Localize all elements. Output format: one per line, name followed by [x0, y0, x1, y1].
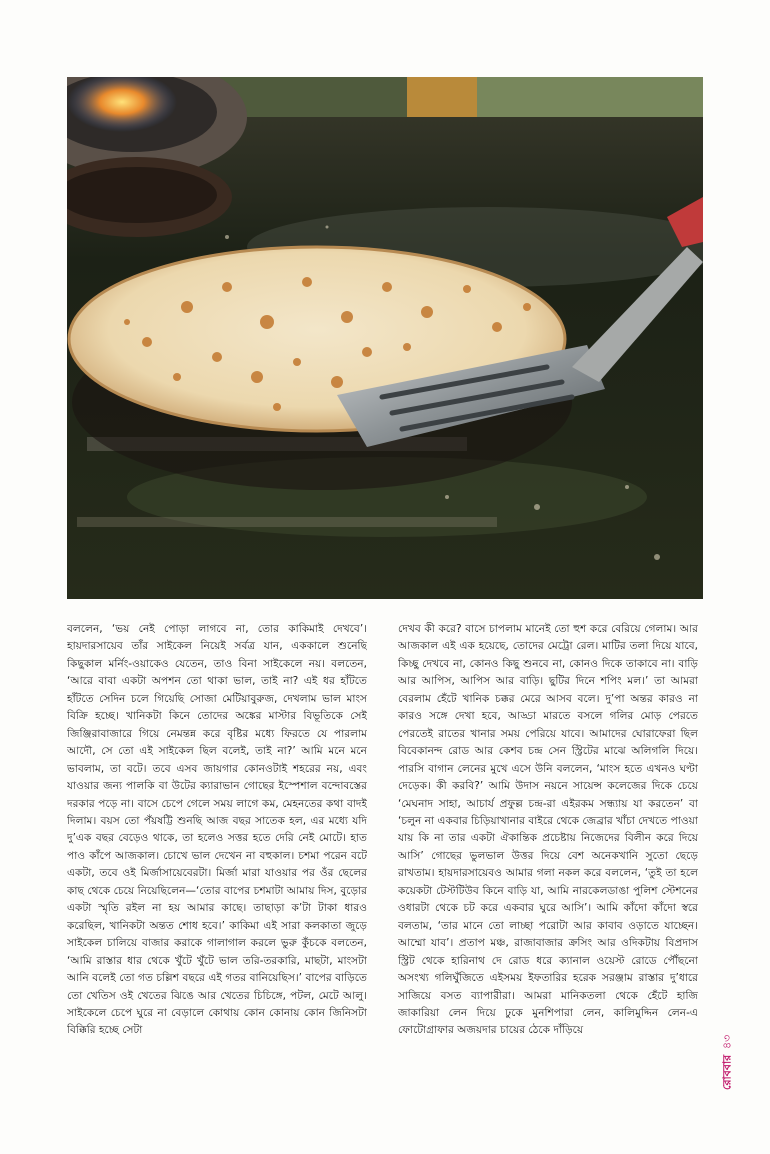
paratha-on-griddle-photo [67, 77, 703, 599]
page-number: ৪৩ [720, 1034, 734, 1049]
paratha-photo [67, 77, 703, 599]
article-column-left [67, 621, 367, 1091]
page-folio [718, 1020, 738, 1090]
article-text-right: দেখব কী করে? বাসে চাপলাম মানেই তো হুশ করে বেরিয়ে গেলাম। আর আজকাল এই এক হয়েছে, তোদের মেট্রো রেল। মাটির তলা দিয়ে যাবে, কিচ্ছু দেখবে না, কোনও কিছু শুনবে না, কোনও দিকে তাকাবে না। বাড়ি আর আপিস, আপিস আর বাড়ি। ছুটির দিনে শপিং মল।’ তা আমরা বেরলাম হেঁটে খানিক চক্কর মেরে আসব বলে। দু’পা অন্তর কারও না কারও সঙ্গে দেখা হবে, আড্ডা মারতে বসলে গলির মোড় পেরতে পেরতেই রাতের খানার সময় পেরিয়ে যাবে। আমাদের ঘোরাফেরা ছিল বিবেকানন্দ রোড আর কেশব চন্দ্র সেন স্ট্রিটের মাঝে অলিগলি দিয়ে। পারসি বাগান লেনের মুখে এসে উনি বললেন, ‘মাংস হতে এখনও ঘণ্টা দেড়েক। কী করবি?’ আমি উদাস নয়নে সায়েন্স কলেজের দিকে চেয়ে ‘মেঘনাদ সাহা, আচার্য প্রফুল্ল চন্দ্র-রা এইরকম সন্ধ্যায় যা করতেন’ বা ‘চলুন না একবার চিড়িয়াখানার বাইরে থেকে জেব্রার খাঁচা দেখতে পাওয়া যায় কি না তার একটা ঐকান্তিক প্রচেষ্টায় নিজেদের বিলীন করে দিয়ে আসি’ গোছের ভুলভাল উত্তর দিয়ে বেশ অনেকখানি সুতো ছেড়ে রাখতাম। হায়দারসায়েবও আমার গলা নকল করে বললেন, ‘তুই তা হলে কয়েকটা টেস্টটিউব কিনে বাড়ি যা, আমি নারকেলডাঙা পুলিশ স্টেশনের ওধারটা থেকে চট করে একবার ঘুরে আসি’। আমি কাঁদো কাঁদো স্বরে বলতাম, ‘তার মানে তো লাচ্ছা পরোটা আর কাবাব ওড়াতে যাচ্ছেন। আম্মো যাব’। প্রতাপ মঞ্চ, রাজাবাজার ক্রসিং আর ওদিকটায় বিপ্রদাস স্ট্রিট থেকে হারিনাথ দে রোড ধরে ক্যানাল ওয়েস্ট রোডে পৌঁছনো অসংখ্য গলিঘুঁজিতে এইসময় ইফতারির হরেক সরঞ্জাম রাস্তার দু’ধারে সাজিয়ে বসত ব্যাপারীরা। আমরা মানিকতলা থেকে হেঁটে হাজি জাকারিয়া লেন দিয়ে ঢুকে মুনশিপারা লেন, কালিমুদ্দিন লেন-এ ফোটোগ্রাফার অজয়দার চায়ের ঠেকে দাঁড়িয়ে [398, 623, 698, 1037]
magazine-name: রোববার [720, 1054, 734, 1090]
article-column-right [398, 621, 698, 1091]
article-text-left: বললেন, ‘ভয় নেই পোড়া লাগবে না, তোর কাকিমাই দেখবে’। হায়দারসায়েব তাঁর সাইকেল নিয়েই সর্বত্র যান, এককালে শুনেছি কিছুকাল মর্নিং-ওয়াকেও যেতেন, তাও বিনা সাইকেলে নয়। বলতেন, ‘আরে বাবা একটা অপশন তো থাকা ভাল, তাই না? এই ধর হাঁটতে হাঁটতে সেদিন চলে গিয়েছি সোজা মেটিয়াবুরুজ, দেখলাম ভাল মাংস বিক্রি হচ্ছে। খানিকটা কিনে তোদের অঙ্কের মাস্টার বিভূতিকে সেই জিঞ্জিরাবাজারে গিয়ে নেমন্তন্ন করে বৃষ্টির মধ্যে ফিরতে যে পারলাম আদৌ, সে তো এই সাইকেল ছিল বলেই, তাই না?’ আমি মনে মনে ভাবলাম, তা বটে। তবে এসব জায়গার কোনওটাই শহরের নয়, এবং যাওয়ার জন্য পালকি বা উটের ক্যারাভান গোছের ইস্পেশাল বন্দোবস্তের দরকার পড়ে না। বাসে চেপে গেলে সময় লাগে কম, মেহনতের কথা বাদই দিলাম। বয়স তো পঁয়ষট্টি শুনছি আজ বছর সাতেক হল, এর মধ্যে যদি দু’এক বছর বেড়েও থাকে, তা হলেও সত্তর হতে দেরি নেই মোটে। হাত পাও কাঁপে আজকাল। চোখে ভাল দেখেন না বহুকাল। চশমা পরেন বটে একটা, তবে ওই মির্জাসায়েবেরটা। মির্জা মারা যাওয়ার পর ওঁর ছেলের কাছ থেকে চেয়ে নিয়েছিলেন—‘তোর বাপের চশমাটা আমায় দিস, বুড়োর একটা স্মৃতি রইল না হয় আমার কাছে। তাছাড়া ক’টা টাকা ধারও করেছিল, খানিকটা অন্তত শোধ হবে।’ কাকিমা এই সারা কলকাতা জুড়ে সাইকেল চালিয়ে বাজার করাকে গালাগাল করলে ভুরু কুঁচকে বলতেন, ‘আমি রাস্তার ধার থেকে খুঁটে খুঁটে ভাল তরি-তরকারি, মাছটা, মাংসটা আনি বলেই তো গত চল্লিশ বছরে এই গতর বানিয়েছিস।’ বাপের বাড়িতে তো খেতিস ওই খেতের ঝিঙে আর খেতের চিচিঙ্গে, পটল, মেটে আলু। সাইকেলে চেপে ঘুরে না বেড়ালে কোথায় কোন কোনায় কোন জিনিসটা বিক্কিরি হচ্ছে সেটা [67, 623, 367, 1037]
